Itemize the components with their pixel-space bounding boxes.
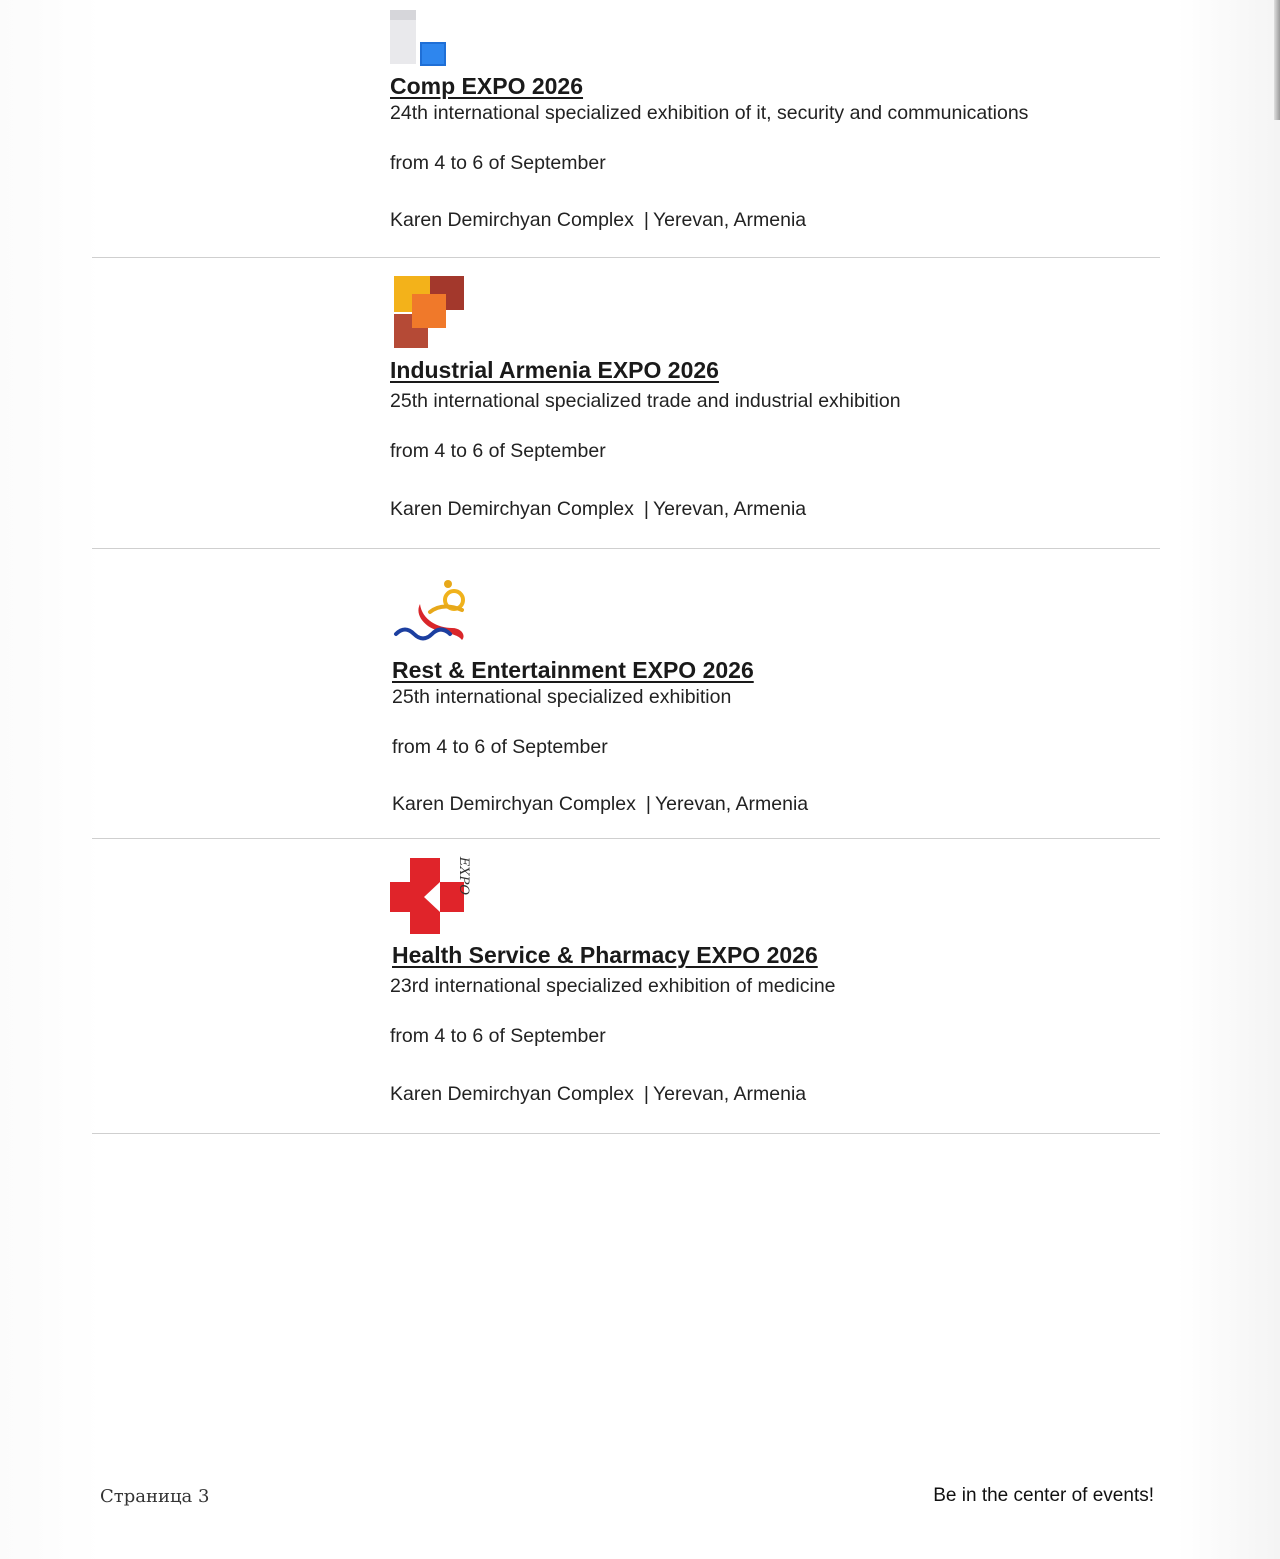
comp-expo-logo xyxy=(390,8,480,72)
event-title[interactable]: Comp EXPO 2026 xyxy=(390,73,584,99)
event-venue-line xyxy=(390,208,1170,232)
industrial-armenia-logo xyxy=(390,274,480,356)
section-divider xyxy=(92,548,1160,549)
section-divider xyxy=(92,838,1160,839)
event-venue: Karen Demirchyan Complex xyxy=(390,498,634,520)
scan-edge-shadow xyxy=(1274,0,1280,120)
event-subtitle: 24th international specialized exhibition of it, security and communications xyxy=(390,102,1029,124)
event-venue-line xyxy=(390,497,1170,521)
health-pharmacy-logo xyxy=(390,856,480,941)
event-location: Yerevan, Armenia xyxy=(652,498,807,520)
event-location: Yerevan, Armenia xyxy=(652,1083,807,1105)
event-venue: Karen Demirchyan Complex xyxy=(390,209,634,231)
event-subtitle: 23rd international specialized exhibition of medicine xyxy=(390,975,836,997)
logo-expo-text: EXPO xyxy=(456,856,471,896)
section-divider xyxy=(92,257,1160,258)
venue-separator: | xyxy=(643,1083,649,1105)
venue-separator: | xyxy=(643,209,649,231)
page-number: Страница 3 xyxy=(100,1486,210,1507)
event-industrial-armenia-expo xyxy=(390,274,1170,521)
footer-slogan: Be in the center of events! xyxy=(933,1485,1154,1506)
event-title[interactable]: Industrial Armenia EXPO 2026 xyxy=(390,357,719,383)
event-dates: from 4 to 6 of September xyxy=(390,1025,606,1047)
event-title[interactable]: Rest & Entertainment EXPO 2026 xyxy=(392,657,754,683)
venue-separator: | xyxy=(643,498,649,520)
rest-entertainment-logo xyxy=(390,576,480,656)
event-dates: from 4 to 6 of September xyxy=(392,736,608,758)
event-venue: Karen Demirchyan Complex xyxy=(390,1083,634,1105)
event-venue: Karen Demirchyan Complex xyxy=(392,793,636,815)
event-title[interactable]: Health Service & Pharmacy EXPO 2026 xyxy=(392,942,818,968)
venue-separator: | xyxy=(645,793,651,815)
section-divider xyxy=(92,1133,1160,1134)
event-location: Yerevan, Armenia xyxy=(654,793,809,815)
event-dates: from 4 to 6 of September xyxy=(390,440,606,462)
event-rest-entertainment-expo xyxy=(390,576,1170,816)
event-health-pharmacy-expo xyxy=(390,856,1170,1106)
event-subtitle: 25th international specialized trade and industrial exhibition xyxy=(390,390,901,412)
event-dates: from 4 to 6 of September xyxy=(390,152,606,174)
event-location: Yerevan, Armenia xyxy=(652,209,807,231)
event-venue-line xyxy=(392,792,1170,816)
event-subtitle: 25th international specialized exhibition xyxy=(392,686,732,708)
event-comp-expo xyxy=(390,8,1170,232)
event-venue-line xyxy=(390,1082,1170,1106)
